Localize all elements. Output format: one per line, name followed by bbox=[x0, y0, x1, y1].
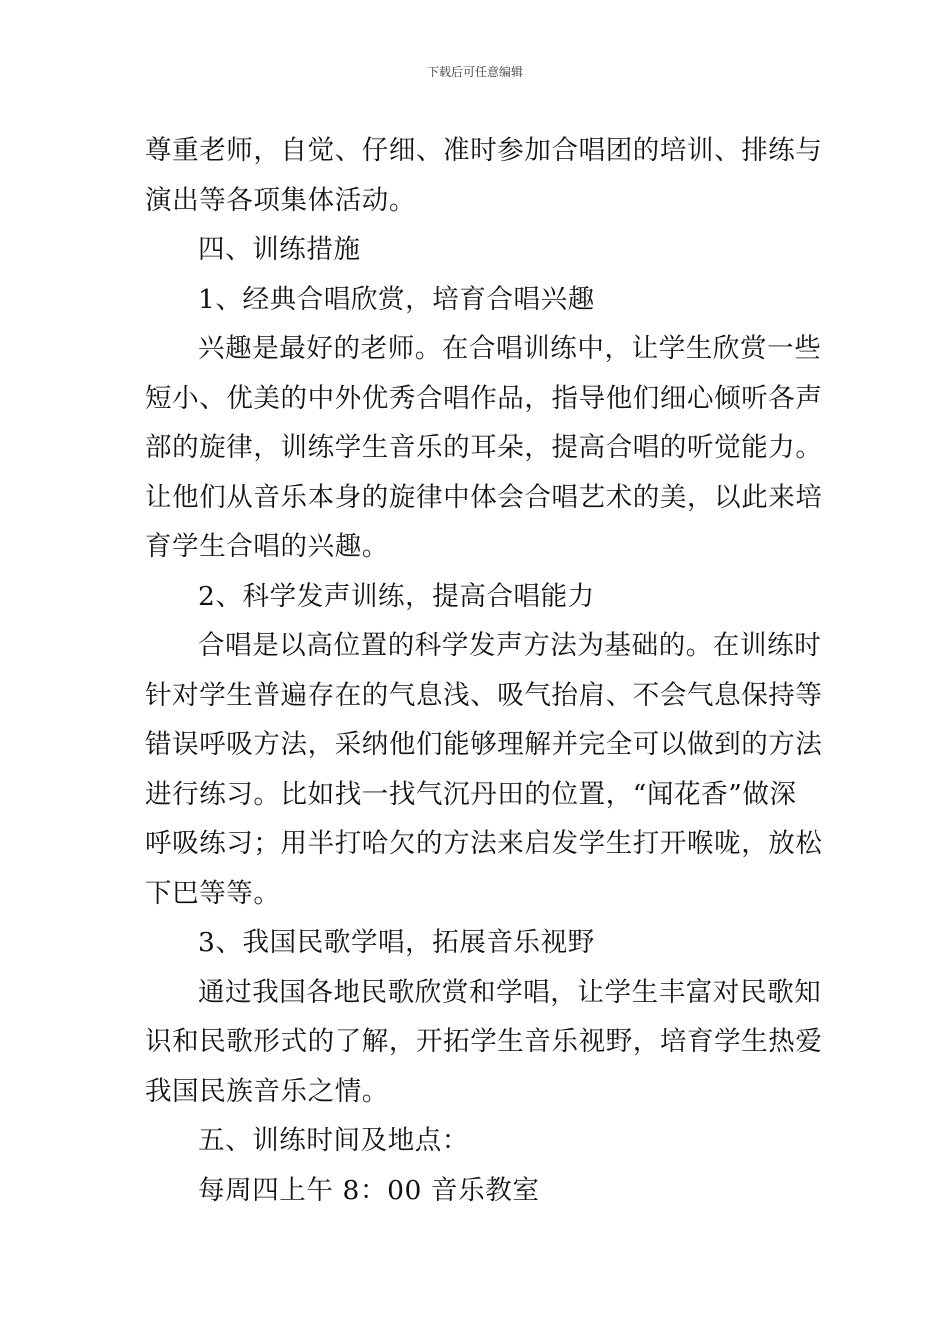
subsection-heading: 3、我国民歌学唱，拓展音乐视野 bbox=[198, 927, 595, 958]
text-line: 进行练习。比如找一找气沉丹田的位置，“闻花香”做深 bbox=[145, 778, 797, 810]
text-line: 部的旋律，训练学生音乐的耳朵，提高合唱的听觉能力。 bbox=[145, 432, 823, 463]
text-line: 识和民歌形式的了解，开拓学生音乐视野，培育学生热爱 bbox=[145, 1026, 823, 1057]
section-heading: 五、训练时间及地点： bbox=[198, 1125, 469, 1156]
subsection-heading: 1、经典合唱欣赏，培育合唱兴趣 bbox=[198, 283, 595, 315]
subsection-heading: 2、科学发声训练，提高合唱能力 bbox=[198, 580, 595, 612]
text-line: 下巴等等。 bbox=[145, 877, 281, 909]
text-line: 尊重老师，自觉、仔细、准时参加合唱团的培训、排练与 bbox=[145, 135, 823, 166]
text-line: 针对学生普遍存在的气息浅、吸气抬肩、不会气息保持等 bbox=[145, 679, 823, 711]
text-line: 错误呼吸方法，采纳他们能够理解并完全可以做到的方法 bbox=[145, 729, 823, 760]
text-line: 通过我国各地民歌欣赏和学唱，让学生丰富对民歌知 bbox=[198, 976, 822, 1008]
text-line: 让他们从音乐本身的旋律中体会合唱艺术的美，以此来培 bbox=[145, 481, 823, 513]
section-heading: 四、训练措施 bbox=[198, 234, 361, 265]
text-line: 每周四上午 8：00 音乐教室 bbox=[198, 1174, 540, 1206]
page-header: 下载后可任意编辑 bbox=[426, 65, 523, 79]
document-body bbox=[145, 126, 823, 1215]
text-line: 短小、优美的中外优秀合唱作品，指导他们细心倾听各声 bbox=[145, 382, 823, 414]
text-line: 育学生合唱的兴趣。 bbox=[145, 531, 389, 562]
text-line: 演出等各项集体活动。 bbox=[145, 184, 416, 216]
text-line: 兴趣是最好的老师。在合唱训练中，让学生欣赏一些 bbox=[198, 333, 822, 364]
text-line: 呼吸练习；用半打哈欠的方法来启发学生打开喉咙，放松 bbox=[145, 828, 823, 859]
text-line: 我国民族音乐之情。 bbox=[145, 1075, 389, 1107]
text-line: 合唱是以高位置的科学发声方法为基础的。在训练时 bbox=[198, 630, 822, 661]
